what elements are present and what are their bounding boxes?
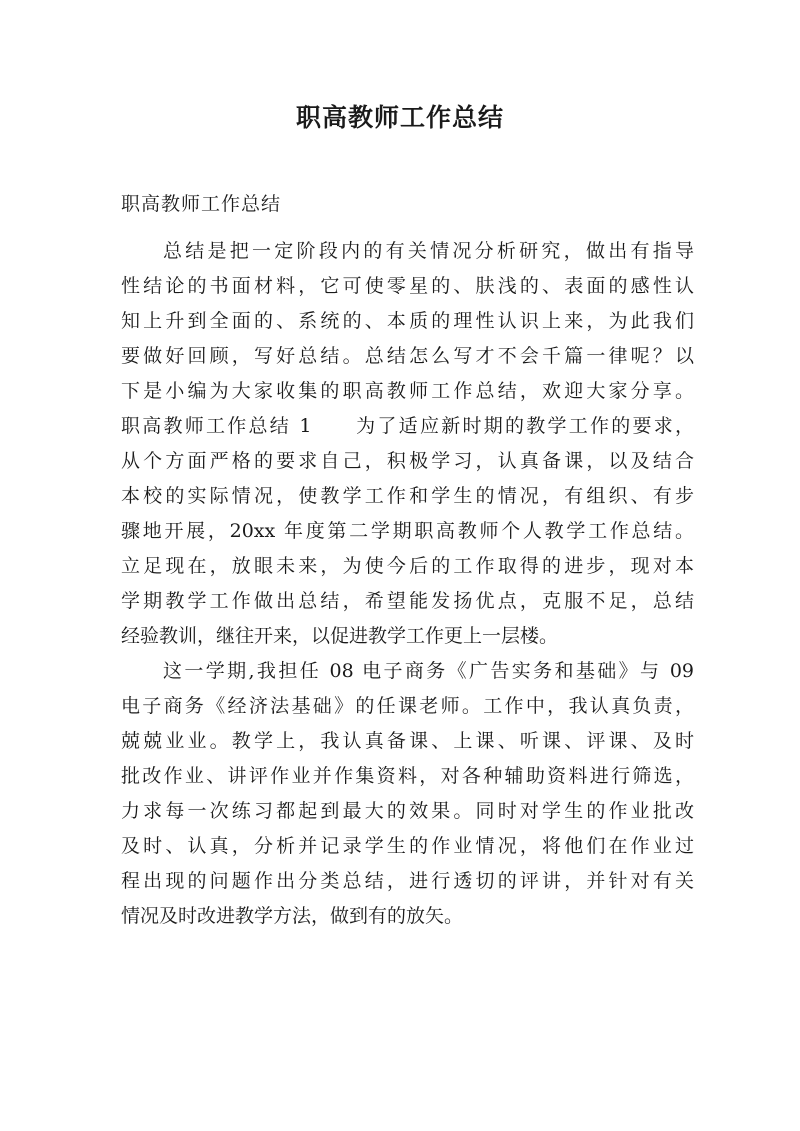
paragraph-line: 要做好回顾，写好总结。总结怎么写才不会千篇一律呢？以 [121,345,694,367]
document-title: 职高教师工作总结 [295,103,504,132]
paragraph-line: 电子商务《经济法基础》的任课老师。工作中，我认真负责， [121,695,694,717]
paragraph-line: 批改作业、讲评作业并作集资料，对各种辅助资料进行筛选， [121,765,694,787]
paragraph-line: 力求每一次练习都起到最大的效果。同时对学生的作业批改 [121,800,694,822]
paragraph-line: 及时、认真，分析并记录学生的作业情况，将他们在作业过 [121,835,694,857]
paragraph-line: 总结是把一定阶段内的有关情况分析研究，做出有指导 [163,240,694,262]
paragraph-line: 立足现在，放眼未来，为使今后的工作取得的进步，现对本 [121,555,694,577]
paragraph-line: 经验教训，继往开来，以促进教学工作更上一层楼。 [121,625,559,647]
paragraph-line: 程出现的问题作出分类总结，进行透切的评讲，并针对有关 [121,870,694,892]
paragraph-line: 学期教学工作做出总结，希望能发扬优点，克服不足，总结 [121,590,694,612]
paragraph-line: 下是小编为大家收集的职高教师工作总结，欢迎大家分享。 [121,380,694,402]
paragraph-line: 知上升到全面的、系统的、本质的理性认识上来，为此我们 [121,310,694,332]
paragraph-line: 这一学期,我担任 08 电子商务《广告实务和基础》与 09 [163,660,694,682]
paragraph-line: 本校的实际情况，使教学工作和学生的情况，有组织、有步 [121,485,694,507]
paragraph-line: 从个方面严格的要求自己，积极学习，认真备课，以及结合 [121,450,694,472]
document-subtitle: 职高教师工作总结 [121,193,282,215]
paragraph-line: 兢兢业业。教学上，我认真备课、上课、听课、评课、及时 [121,730,694,752]
paragraph-line: 性结论的书面材料，它可使零星的、肤浅的、表面的感性认 [121,275,694,297]
paragraph-line: 骤地开展，20xx 年度第二学期职高教师个人教学工作总结。 [121,520,694,542]
paragraph-line: 情况及时改进教学方法，做到有的放矢。 [121,905,464,927]
paragraph-line: 职高教师工作总结 1 为了适应新时期的教学工作的要求， [121,415,694,437]
